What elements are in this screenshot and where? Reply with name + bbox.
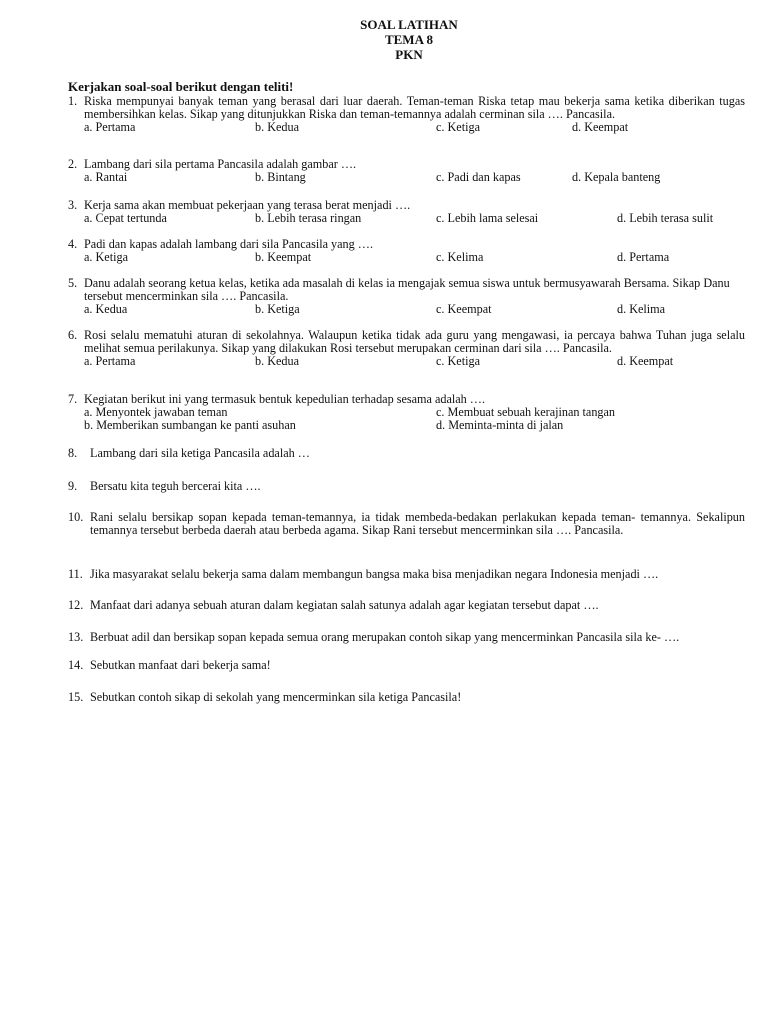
option-b: b. Memberikan sumbangan ke panti asuhan — [84, 418, 296, 433]
question-text: Kegiatan berikut ini yang termasuk bentuk kepedulian terhadap sesama adalah …. — [84, 392, 486, 406]
option-d: d. Pertama — [617, 250, 670, 265]
question-13 — [68, 631, 745, 644]
option-b: b. Kedua — [255, 354, 299, 369]
option-d: d. Meminta-minta di jalan — [436, 418, 564, 433]
option-a: a. Cepat tertunda — [84, 211, 167, 226]
question-text: Riska mempunyai banyak teman yang berasal dari luar daerah. Teman-teman Riska tetap mau bekerja sama ketika diberikan tugas membersihkan kelas. Sikap yang ditunjukkan Riska dan teman-temannya adalah cerminan sila …. Pancasila. — [84, 94, 745, 122]
question-7 — [68, 393, 745, 432]
question-text: Lambang dari sila ketiga Pancasila adalah … — [90, 446, 310, 460]
question-9 — [68, 480, 745, 493]
question-text: Rosi selalu mematuhi aturan di sekolahnya. Walaupun ketika tidak ada guru yang mengawasi, ia percaya bahwa Tuhan juga selalu melihat semua perilakunya. Sikap yang dilakukan Rosi tersebut merupakan cerminan dari sila …. Pancasila. — [84, 328, 745, 356]
options — [84, 212, 745, 225]
options — [84, 303, 745, 316]
question-number: 5. — [68, 276, 78, 290]
question-number: 1. — [68, 94, 78, 108]
question-text: Kerja sama akan membuat pekerjaan yang terasa berat menjadi …. — [84, 198, 411, 212]
question-number: 4. — [68, 237, 78, 251]
option-a: a. Pertama — [84, 354, 136, 369]
option-a: a. Menyontek jawaban teman — [84, 405, 228, 420]
question-number: 8. — [68, 446, 78, 460]
question-8 — [68, 447, 745, 460]
question-15 — [68, 691, 745, 704]
option-c: c. Ketiga — [436, 354, 480, 369]
option-c: c. Kelima — [436, 250, 484, 265]
question-number: 3. — [68, 198, 78, 212]
option-b: b. Bintang — [255, 170, 306, 185]
question-6 — [68, 329, 745, 368]
options — [84, 251, 745, 264]
question-text: Danu adalah seorang ketua kelas, ketika ada masalah di kelas ia mengajak semua siswa untuk bermusyawarah Bersama. Sikap Danu tersebut mencerminkan sila …. Pancasila. — [84, 276, 730, 304]
question-number: 11. — [68, 567, 83, 581]
header-title: SOAL LATIHAN — [360, 17, 458, 32]
question-text: Rani selalu bersikap sopan kepada teman-temannya, ia tidak membeda-bedakan perlakukan kepada teman- temannya. Sekalipun temannya tersebut berbeda daerah atau berbeda agama. Sikap Rani tersebut mencerminkan sila …. Pancasila. — [90, 510, 745, 538]
option-d: d. Kepala banteng — [572, 170, 661, 185]
question-1 — [68, 95, 745, 134]
option-c: c. Padi dan kapas — [436, 170, 521, 185]
option-b: b. Kedua — [255, 120, 299, 135]
question-number: 9. — [68, 479, 78, 493]
question-text: Berbuat adil dan bersikap sopan kepada semua orang merupakan contoh sikap yang mencerminkan Pancasila sila ke- …. — [90, 630, 680, 644]
question-number: 2. — [68, 157, 78, 171]
question-number: 12. — [68, 598, 84, 612]
option-a: a. Kedua — [84, 302, 128, 317]
option-c: c. Lebih lama selesai — [436, 211, 539, 226]
question-text: Manfaat dari adanya sebuah aturan dalam kegiatan salah satunya adalah agar kegiatan tersebut dapat …. — [90, 598, 599, 612]
option-a: a. Rantai — [84, 170, 128, 185]
question-10 — [68, 511, 745, 537]
option-c: c. Ketiga — [436, 120, 480, 135]
option-a: a. Pertama — [84, 120, 136, 135]
question-14 — [68, 659, 745, 672]
header-subject: PKN — [395, 47, 423, 62]
question-number: 10. — [68, 510, 84, 524]
option-d: d. Keempat — [617, 354, 674, 369]
question-text: Sebutkan manfaat dari bekerja sama! — [90, 658, 271, 672]
question-4 — [68, 238, 745, 264]
option-c: c. Membuat sebuah kerajinan tangan — [436, 405, 616, 420]
question-text: Lambang dari sila pertama Pancasila adalah gambar …. — [84, 157, 357, 171]
question-number: 13. — [68, 630, 84, 644]
question-2 — [68, 158, 745, 184]
question-text: Sebutkan contoh sikap di sekolah yang mencerminkan sila ketiga Pancasila! — [90, 690, 462, 704]
question-text: Padi dan kapas adalah lambang dari sila Pancasila yang …. — [84, 237, 374, 251]
option-d: d. Lebih terasa sulit — [617, 211, 714, 226]
options-row-2 — [84, 419, 745, 432]
question-number: 14. — [68, 658, 84, 672]
question-text: Jika masyarakat selalu bekerja sama dalam membangun bangsa maka bisa menjadikan negara Indonesia menjadi …. — [90, 567, 659, 581]
options — [84, 121, 745, 134]
question-3 — [68, 199, 745, 225]
question-number: 7. — [68, 392, 78, 406]
question-12 — [68, 599, 745, 612]
question-11 — [68, 568, 745, 581]
question-number: 15. — [68, 690, 84, 704]
option-c: c. Keempat — [436, 302, 492, 317]
option-a: a. Ketiga — [84, 250, 128, 265]
options — [84, 355, 745, 368]
question-5 — [68, 277, 745, 316]
option-d: d. Kelima — [617, 302, 666, 317]
option-d: d. Keempat — [572, 120, 629, 135]
option-b: b. Ketiga — [255, 302, 300, 317]
instruction: Kerjakan soal-soal berikut dengan teliti! — [68, 79, 294, 94]
question-text: Bersatu kita teguh bercerai kita …. — [90, 479, 261, 493]
options — [84, 171, 745, 184]
option-b: b. Lebih terasa ringan — [255, 211, 362, 226]
question-number: 6. — [68, 328, 78, 342]
option-b: b. Keempat — [255, 250, 312, 265]
header-theme: TEMA 8 — [384, 32, 434, 47]
document-header — [0, 17, 768, 62]
